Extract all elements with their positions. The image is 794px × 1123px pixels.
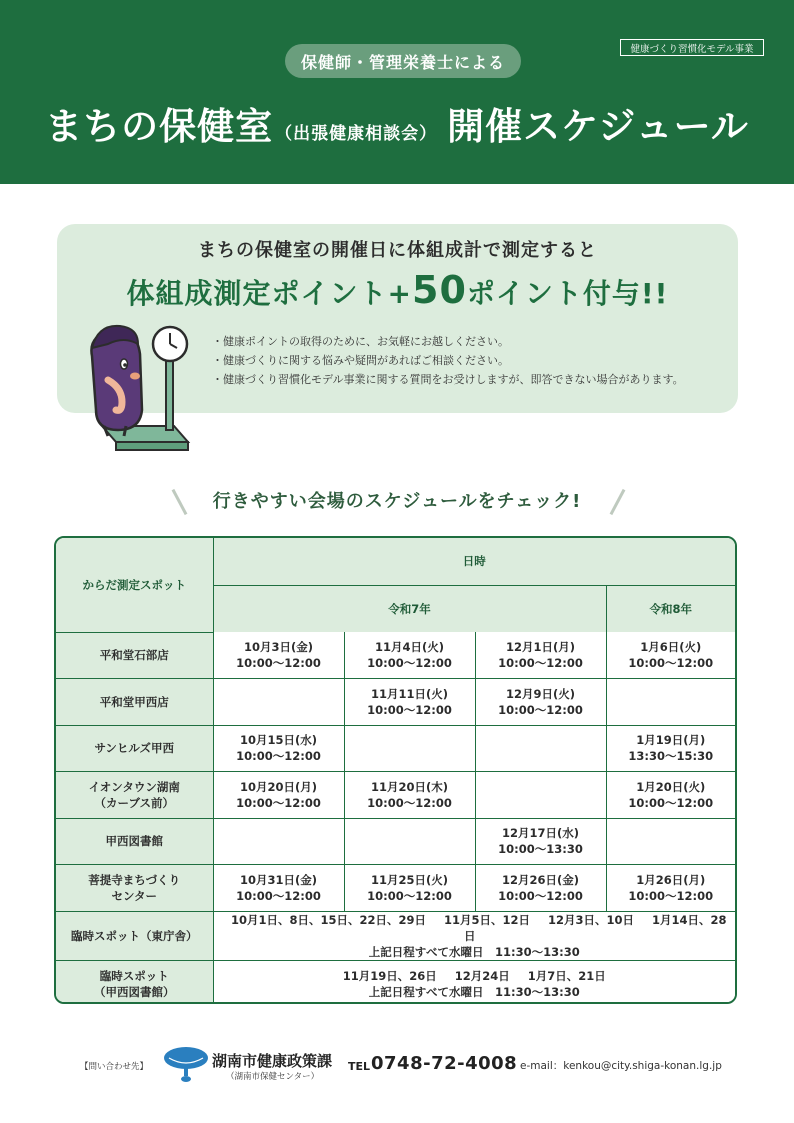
- slot-date: 10月20日(月): [239, 779, 318, 794]
- temporary-date-group: 12月24日: [454, 968, 510, 983]
- tel-number[interactable]: 0748-72-4008: [371, 1053, 518, 1074]
- title-sub: （出張健康相談会）: [275, 124, 438, 144]
- temporary-date-group: 1月14日、28日: [464, 912, 727, 943]
- spot-name-cell: [56, 632, 213, 679]
- schedule-slot-cell: [606, 725, 735, 772]
- point-prefix: 体組成測定ポイント+: [126, 277, 413, 310]
- spot-name-cell: [56, 911, 213, 960]
- spot-name-sub: センター: [111, 888, 158, 903]
- temporary-date-group: 10月1日、8日、15日、22日、29日: [230, 912, 426, 927]
- schedule-slot-cell: [213, 772, 344, 819]
- slot-time: 10:00～12:00: [628, 795, 714, 810]
- table-row: [56, 772, 735, 819]
- slot-date: 10月3日(金): [243, 640, 314, 654]
- email-address[interactable]: e-mail：kenkou@city.shiga-konan.lg.jp: [520, 1060, 722, 1072]
- table-row: [56, 818, 735, 865]
- department-subname: （湖南市保健センター）: [226, 1072, 320, 1082]
- slot-time: 10:00～12:00: [367, 888, 452, 903]
- section-heading: 行きやすい会場のスケジュールをチェック!: [212, 491, 582, 512]
- slot-time: 10:00～12:00: [628, 888, 714, 903]
- spot-name: 甲西図書館: [105, 834, 163, 849]
- spot-name: 平和堂甲西店: [99, 694, 169, 709]
- temporary-date-group: 12月3日、10日: [548, 912, 635, 927]
- temporary-dates-cell: [213, 960, 735, 1004]
- schedule-slot-cell: [606, 772, 735, 819]
- slot-time: 13:30～15:30: [628, 749, 714, 764]
- slot-time: 10:00～12:00: [498, 656, 583, 670]
- spot-name: 臨時スポット: [99, 968, 169, 983]
- slot-date: 1月19日(月): [636, 733, 706, 748]
- slot-date: 1月26日(月): [636, 872, 706, 887]
- spot-name: 菩提寺まちづくり: [88, 872, 181, 887]
- schedule-slot-cell: [213, 818, 344, 865]
- schedule-slot-cell: [344, 632, 475, 679]
- schedule-slot-cell: [344, 818, 475, 865]
- slot-time: 10:00～12:00: [367, 702, 452, 717]
- slot-date: 1月6日(火): [640, 640, 702, 654]
- point-banner: [57, 268, 738, 312]
- department-name: 湖南市健康政策課: [212, 1052, 333, 1070]
- table-row: [56, 725, 735, 772]
- slot-date: 1月20日(火): [636, 779, 706, 794]
- point-suffix: ポイント付与!!: [466, 277, 669, 310]
- slot-date: 12月17日(水): [501, 826, 580, 841]
- year-header-r7: 令和7年: [213, 585, 606, 632]
- slot-time: 10:00～12:00: [628, 656, 714, 670]
- info-heading: まちの保健室の開催日に体組成計で測定すると: [198, 240, 597, 261]
- slot-time: 10:00～12:00: [498, 888, 583, 903]
- slot-time: 10:00～12:00: [498, 702, 583, 717]
- point-value: 50: [412, 268, 467, 312]
- slot-time: 10:00～12:00: [236, 795, 321, 810]
- table-header-row: [56, 538, 735, 585]
- year-header-r8: 令和8年: [606, 585, 735, 632]
- title-tail: 開催スケジュール: [447, 105, 749, 148]
- schedule-slot-cell: [606, 632, 735, 679]
- spot-name-cell: [56, 960, 213, 1004]
- slot-time: 10:00～12:00: [367, 795, 452, 810]
- schedule-slot-cell: [475, 865, 606, 912]
- temporary-dates-note: 上記日程すべて水曜日 11:30～13:30: [368, 984, 580, 999]
- spot-name: サンヒルズ甲西: [94, 741, 175, 756]
- schedule-slot-cell: [606, 679, 735, 726]
- table-row-temporary: [56, 960, 735, 1004]
- schedule-table-frame: [54, 536, 737, 1004]
- schedule-slot-cell: [475, 725, 606, 772]
- temporary-dates-line: [214, 912, 736, 944]
- contact-label: 【問い合わせ先】: [80, 1062, 149, 1072]
- host-pill: 保健師・管理栄養士による: [285, 44, 521, 78]
- schedule-slot-cell: [475, 632, 606, 679]
- info-note: ・健康づくりに関する悩みや疑問があればご相談ください。: [212, 354, 509, 367]
- schedule-slot-cell: [213, 725, 344, 772]
- slot-date: 11月4日(火): [374, 640, 445, 654]
- datetime-header: 日時: [213, 538, 735, 585]
- schedule-slot-cell: [344, 865, 475, 912]
- slot-date: 11月20日(木): [370, 779, 449, 794]
- slot-date: 12月1日(月): [505, 640, 576, 654]
- table-row: [56, 679, 735, 726]
- schedule-slot-cell: [475, 818, 606, 865]
- slot-time: 10:00～13:30: [498, 842, 583, 857]
- temporary-dates-cell: [213, 911, 735, 960]
- spot-name: 臨時スポット（東庁舎）: [71, 928, 198, 943]
- spot-name-cell: [56, 725, 213, 772]
- title-main: まちの保健室: [45, 105, 274, 148]
- spot-name-cell: [56, 865, 213, 912]
- spot-name-sub: （カーブス前）: [94, 795, 174, 810]
- table-row-temporary: [56, 911, 735, 960]
- slot-date: 11月25日(火): [370, 872, 449, 887]
- schedule-table: [56, 538, 735, 1004]
- schedule-slot-cell: [475, 772, 606, 819]
- schedule-slot-cell: [344, 725, 475, 772]
- temporary-dates-note: 上記日程すべて水曜日 11:30～13:30: [368, 944, 580, 959]
- table-row: [56, 865, 735, 912]
- spot-column-header: からだ測定スポット: [56, 538, 213, 632]
- temporary-date-group: 11月5日、12日: [443, 912, 530, 927]
- info-note: ・健康ポイントの取得のために、お気軽にお越しください。: [212, 335, 509, 348]
- page-title: [0, 96, 794, 150]
- slot-time: 10:00～12:00: [367, 656, 452, 670]
- spot-name: 平和堂石部店: [99, 648, 169, 663]
- slot-date: 12月26日(金): [501, 872, 580, 887]
- spot-name-cell: [56, 772, 213, 819]
- slot-date: 10月15日(水): [239, 733, 318, 748]
- header-banner: [0, 0, 794, 184]
- schedule-slot-cell: [344, 772, 475, 819]
- program-tag: 健康づくり習慣化モデル事業: [620, 39, 764, 56]
- slot-time: 10:00～12:00: [236, 888, 321, 903]
- konan-city-logo-icon: [163, 1044, 209, 1084]
- schedule-slot-cell: [606, 818, 735, 865]
- schedule-slot-cell: [213, 865, 344, 912]
- slot-date: 12月9日(火): [505, 686, 576, 701]
- spot-name: イオンタウン湖南: [88, 779, 180, 794]
- schedule-slot-cell: [606, 865, 735, 912]
- schedule-slot-cell: [475, 679, 606, 726]
- slot-time: 10:00～12:00: [236, 749, 321, 764]
- schedule-slot-cell: [213, 632, 344, 679]
- temporary-date-group: 1月7日、21日: [527, 968, 606, 983]
- temporary-dates-line: [214, 968, 736, 984]
- spot-name-sub: （甲西図書館）: [94, 984, 175, 999]
- temporary-date-group: 11月19日、26日: [342, 968, 437, 983]
- table-row: [56, 632, 735, 679]
- spot-name-cell: [56, 679, 213, 726]
- schedule-slot-cell: [344, 679, 475, 726]
- info-note: ・健康づくり習慣化モデル事業に関する質問をお受けしますが、即答できない場合があります。: [212, 373, 684, 386]
- slot-date: 11月11日(火): [370, 686, 449, 701]
- slot-date: 10月31日(金): [239, 872, 318, 887]
- tel-label: TEL: [348, 1060, 371, 1073]
- schedule-slot-cell: [213, 679, 344, 726]
- slot-time: 10:00～12:00: [236, 656, 321, 670]
- spot-name-cell: [56, 818, 213, 865]
- mascot-on-scale-illustration: [78, 318, 196, 456]
